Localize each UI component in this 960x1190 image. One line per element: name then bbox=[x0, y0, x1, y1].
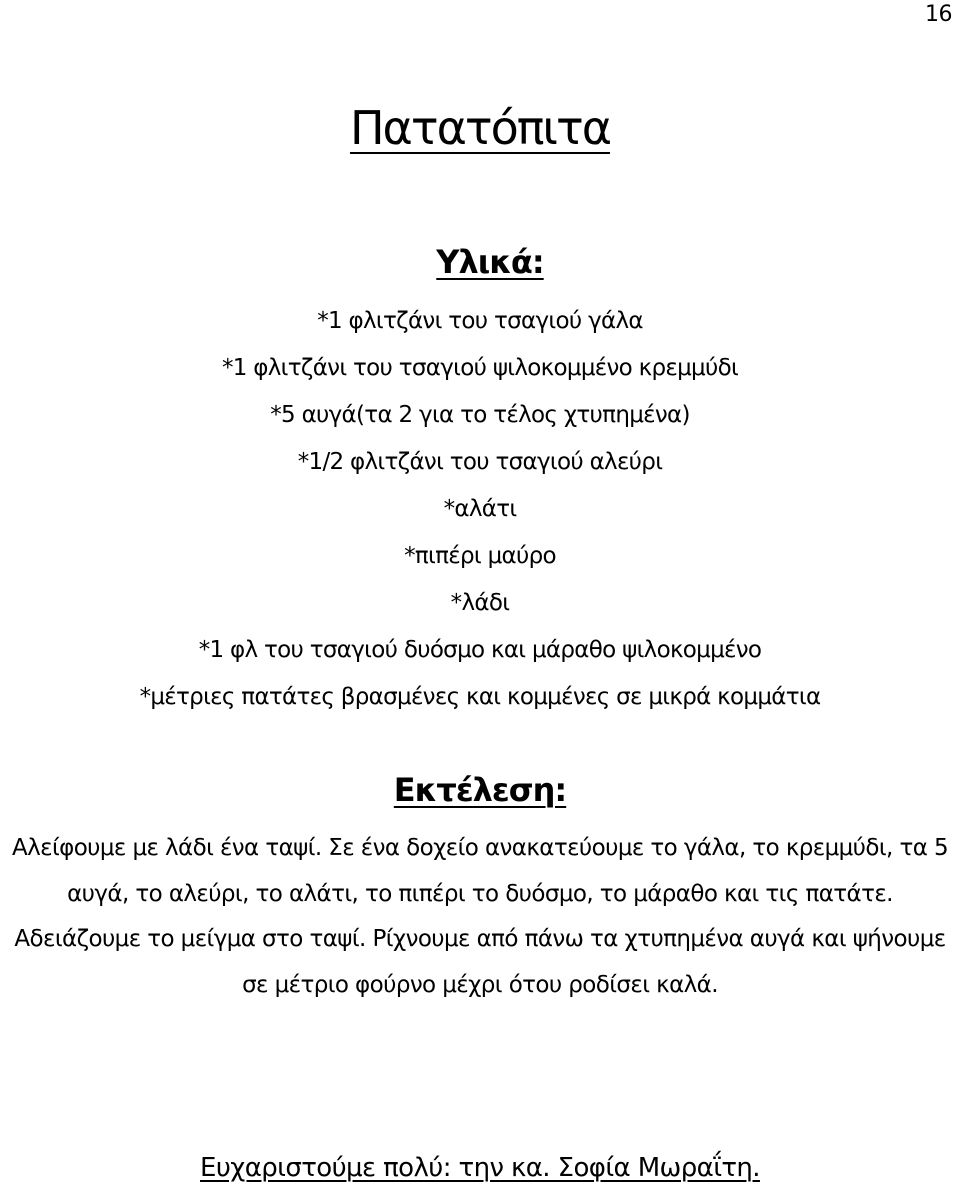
page-number: 16 bbox=[925, 2, 952, 27]
ingredient-item: *1 φλιτζάνι του τσαγιού ψιλοκομμένο κρεμμύδι bbox=[221, 355, 739, 381]
ingredients-list bbox=[0, 298, 960, 721]
ingredient-item: *λάδι bbox=[450, 590, 510, 616]
ingredient-item: *μέτριες πατάτες βρασμένες και κομμένες σε μικρά κομμάτια bbox=[139, 684, 821, 710]
ingredient-item: *αλάτι bbox=[443, 496, 517, 522]
ingredient-item: *1 φλ του τσαγιού δυόσμο και μάραθο ψιλοκομμένο bbox=[198, 637, 762, 663]
page-title bbox=[0, 96, 960, 160]
ingredient-item: *1 φλιτζάνι του τσαγιού γάλα bbox=[317, 308, 643, 334]
ingredients-heading bbox=[20, 240, 960, 284]
ingredient-item: *1/2 φλιτζάνι του τσαγιού αλεύρι bbox=[297, 449, 663, 475]
instructions-paragraph: Αλείφουμε με λάδι ένα ταψί. Σε ένα δοχείο ανακατεύουμε το γάλα, το κρεμμύδι, τα 5 αυγά, το αλεύρι, το αλάτι, το πιπέρι το δυόσμο, το μάραθο και τις πατάτε. Αδειάζουμε το μείγμα στο ταψί. Ρίχνουμε από πάνω τα χτυπημένα αυγά και ψήνουμε σε μέτριο φούρνο μέχρι ότου ροδίσει καλά. bbox=[11, 835, 949, 998]
ingredients-heading-text: Υλικά: bbox=[436, 243, 544, 281]
instructions-heading-text: Εκτέλεση: bbox=[393, 771, 567, 809]
credit-line bbox=[0, 1148, 960, 1188]
credit-text: Ευχαριστούμε πολύ: την κα. Σοφία Μωραΐτη. bbox=[200, 1153, 760, 1183]
ingredient-item: *πιπέρι μαύρο bbox=[404, 543, 556, 569]
ingredient-item: *5 αυγά(τα 2 για το τέλος χτυπημένα) bbox=[270, 402, 690, 428]
page-title-text: Πατατόπιτα bbox=[349, 101, 611, 155]
instructions-heading bbox=[0, 768, 960, 812]
